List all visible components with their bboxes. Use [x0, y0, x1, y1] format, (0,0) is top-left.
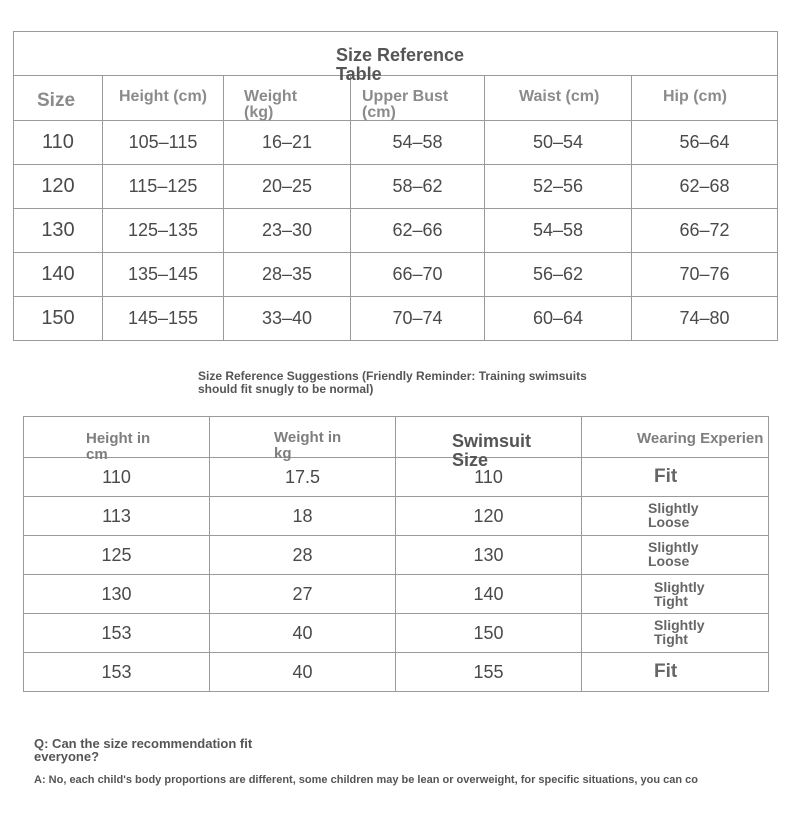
- height-cell: 113: [24, 497, 210, 536]
- height-cell: 153: [24, 614, 210, 653]
- table-row: [14, 253, 778, 297]
- column-header-swimsuit-size: Swimsuit Size: [396, 417, 582, 458]
- hip-cell: 74–80: [632, 297, 778, 341]
- height-cell: 125: [24, 536, 210, 575]
- column-header-hip: Hip (cm): [632, 76, 778, 121]
- swimsuit-size-cell: 155: [396, 653, 582, 692]
- column-header-wearing-experience: Wearing Experien: [582, 417, 769, 458]
- column-header-upper-bust: Upper Bust (cm): [351, 76, 485, 121]
- size-cell: 120: [14, 165, 103, 209]
- size-cell: 150: [14, 297, 103, 341]
- swimsuit-size-cell: 130: [396, 536, 582, 575]
- hip-cell: 62–68: [632, 165, 778, 209]
- size-cell: 130: [14, 209, 103, 253]
- column-header-weight: Weight (kg): [224, 76, 351, 121]
- size-cell: 110: [14, 121, 103, 165]
- swimsuit-size-cell: 120: [396, 497, 582, 536]
- weight-cell: 20–25: [224, 165, 351, 209]
- wearing-experience-cell: Slightly Loose: [582, 536, 769, 575]
- weight-cell: 23–30: [224, 209, 351, 253]
- bust-cell: 62–66: [351, 209, 485, 253]
- table-header-row: [14, 76, 778, 121]
- weight-cell: 33–40: [224, 297, 351, 341]
- wearing-experience-cell: Slightly Tight: [582, 575, 769, 614]
- faq-question: Q: Can the size recommendation fit everyone?: [34, 736, 253, 764]
- table-header-row: [24, 417, 769, 458]
- weight-cell: 40: [210, 653, 396, 692]
- size-suggestion-note: Size Reference Suggestions (Friendly Reminder: Training swimsuits should fit snugly to be normal): [198, 369, 587, 396]
- table-row: [24, 458, 769, 497]
- height-cell: 145–155: [103, 297, 224, 341]
- table-row: [24, 536, 769, 575]
- waist-cell: 54–58: [485, 209, 632, 253]
- weight-cell: 28: [210, 536, 396, 575]
- table-title: Size Reference Table: [336, 45, 465, 84]
- column-header-size: Size: [14, 76, 103, 121]
- swimsuit-size-cell: 150: [396, 614, 582, 653]
- table-row: [14, 121, 778, 165]
- weight-cell: 40: [210, 614, 396, 653]
- table-row: [24, 575, 769, 614]
- weight-cell: 17.5: [210, 458, 396, 497]
- weight-cell: 27: [210, 575, 396, 614]
- waist-cell: 56–62: [485, 253, 632, 297]
- size-suggestion-table: [23, 416, 769, 692]
- height-cell: 135–145: [103, 253, 224, 297]
- table-row: [24, 497, 769, 536]
- table-row: [14, 165, 778, 209]
- bust-cell: 70–74: [351, 297, 485, 341]
- bust-cell: 54–58: [351, 121, 485, 165]
- column-header-height: Height in cm: [24, 417, 210, 458]
- table-row: [24, 614, 769, 653]
- wearing-experience-cell: Fit: [582, 458, 769, 497]
- wearing-experience-cell: Slightly Tight: [582, 614, 769, 653]
- swimsuit-size-cell: 140: [396, 575, 582, 614]
- waist-cell: 60–64: [485, 297, 632, 341]
- column-header-waist: Waist (cm): [485, 76, 632, 121]
- waist-cell: 50–54: [485, 121, 632, 165]
- height-cell: 125–135: [103, 209, 224, 253]
- column-header-height: Height (cm): [103, 76, 224, 121]
- weight-cell: 18: [210, 497, 396, 536]
- table-row: [24, 653, 769, 692]
- column-header-weight: Weight in kg: [210, 417, 396, 458]
- hip-cell: 70–76: [632, 253, 778, 297]
- height-cell: 110: [24, 458, 210, 497]
- table-title-cell: [14, 32, 778, 84]
- wearing-experience-cell: Fit: [582, 653, 769, 692]
- weight-cell: 28–35: [224, 253, 351, 297]
- size-reference-table: [13, 31, 778, 341]
- table-row: [14, 297, 778, 341]
- table-row: [14, 209, 778, 253]
- size-cell: 140: [14, 253, 103, 297]
- table-title-row: [14, 32, 778, 76]
- hip-cell: 66–72: [632, 209, 778, 253]
- swimsuit-size-cell: 110: [396, 458, 582, 497]
- hip-cell: 56–64: [632, 121, 778, 165]
- height-cell: 153: [24, 653, 210, 692]
- waist-cell: 52–56: [485, 165, 632, 209]
- bust-cell: 58–62: [351, 165, 485, 209]
- height-cell: 130: [24, 575, 210, 614]
- wearing-experience-cell: Slightly Loose: [582, 497, 769, 536]
- faq-answer: A: No, each child's body proportions are different, some children may be lean or overweight, for specific situations, you can co: [34, 774, 698, 786]
- bust-cell: 66–70: [351, 253, 485, 297]
- weight-cell: 16–21: [224, 121, 351, 165]
- height-cell: 115–125: [103, 165, 224, 209]
- height-cell: 105–115: [103, 121, 224, 165]
